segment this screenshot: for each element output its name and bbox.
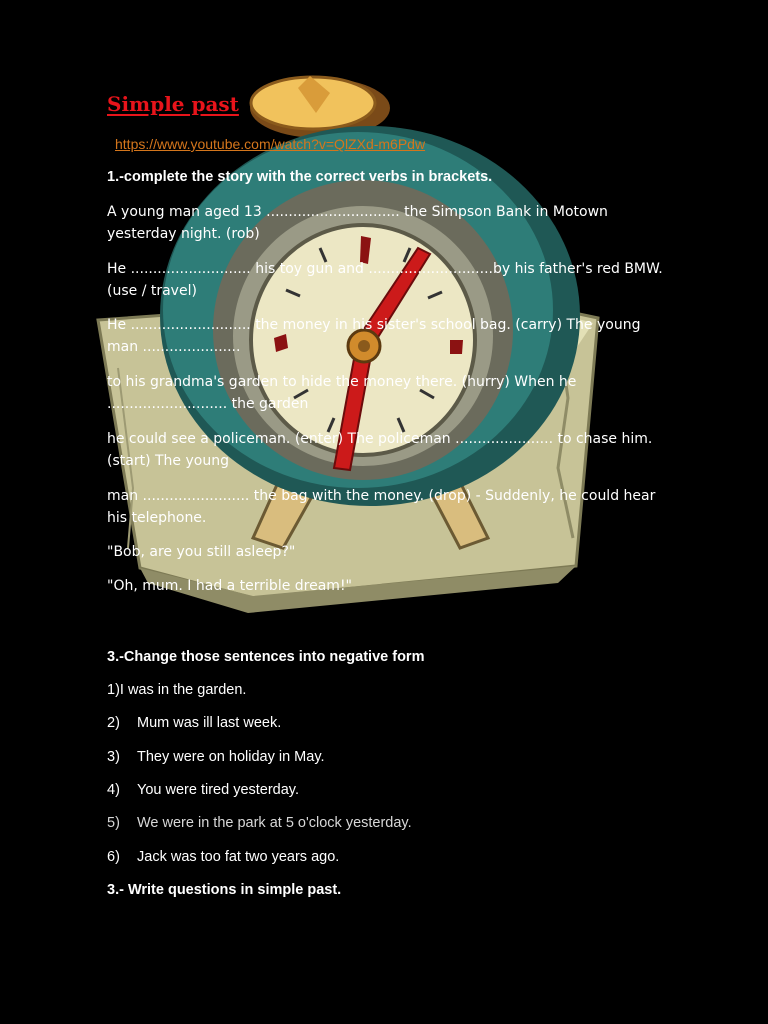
exercise3b-heading: 3.- Write questions in simple past. <box>107 882 342 898</box>
story-paragraph: "Oh, mum. I had a terrible dream!" <box>107 578 352 594</box>
story-paragraph: he could see a policeman. (enter) The policeman ...................... to chase him. (start) The young <box>107 431 653 469</box>
item-number: 6) <box>107 849 120 865</box>
story-paragraph: A young man aged 13 .............................. the Simpson Bank in Motown yesterday night. (rob) <box>107 204 608 242</box>
exercise1-heading: 1.-complete the story with the correct verbs in brackets. <box>107 169 493 185</box>
story-paragraph: He ........................... his toy gun and ............................by his father's red BMW. (use / travel) <box>107 261 663 299</box>
negative-item <box>107 749 325 765</box>
item-text: You were tired yesterday. <box>137 782 300 798</box>
item-number: 2) <box>107 715 120 731</box>
story-paragraph: to his grandma's garden to hide the money there. (hurry) When he ........................... the garden <box>107 374 577 412</box>
negative-item <box>107 715 281 731</box>
negative-item <box>107 849 339 865</box>
negative-item <box>107 782 299 798</box>
negative-item <box>107 815 412 831</box>
item-number: 5) <box>107 815 120 831</box>
item-text: Jack was too fat two years ago. <box>137 849 340 865</box>
page-title: Simple past <box>107 92 239 116</box>
story-paragraph: He ........................... the money in his sister's school bag. (carry) The young man ...................... <box>107 317 641 355</box>
story-paragraph: "Bob, are you still asleep?" <box>107 544 296 560</box>
story-paragraph: man ........................ the bag with the money. (drop) - Suddenly, he could hear his telephone. <box>107 488 656 526</box>
item-number: 3) <box>107 749 120 765</box>
item-text: We were in the park at 5 o'clock yesterday. <box>137 815 412 831</box>
youtube-link[interactable]: https://www.youtube.com/watch?v=QlZXd-m6Pdw <box>115 136 426 152</box>
item-text: Mum was ill last week. <box>137 715 282 731</box>
exercise3-heading: 3.-Change those sentences into negative form <box>107 649 425 665</box>
item-number: 4) <box>107 782 120 798</box>
negative-item: 1)I was in the garden. <box>107 682 247 698</box>
item-text: They were on holiday in May. <box>137 749 325 765</box>
